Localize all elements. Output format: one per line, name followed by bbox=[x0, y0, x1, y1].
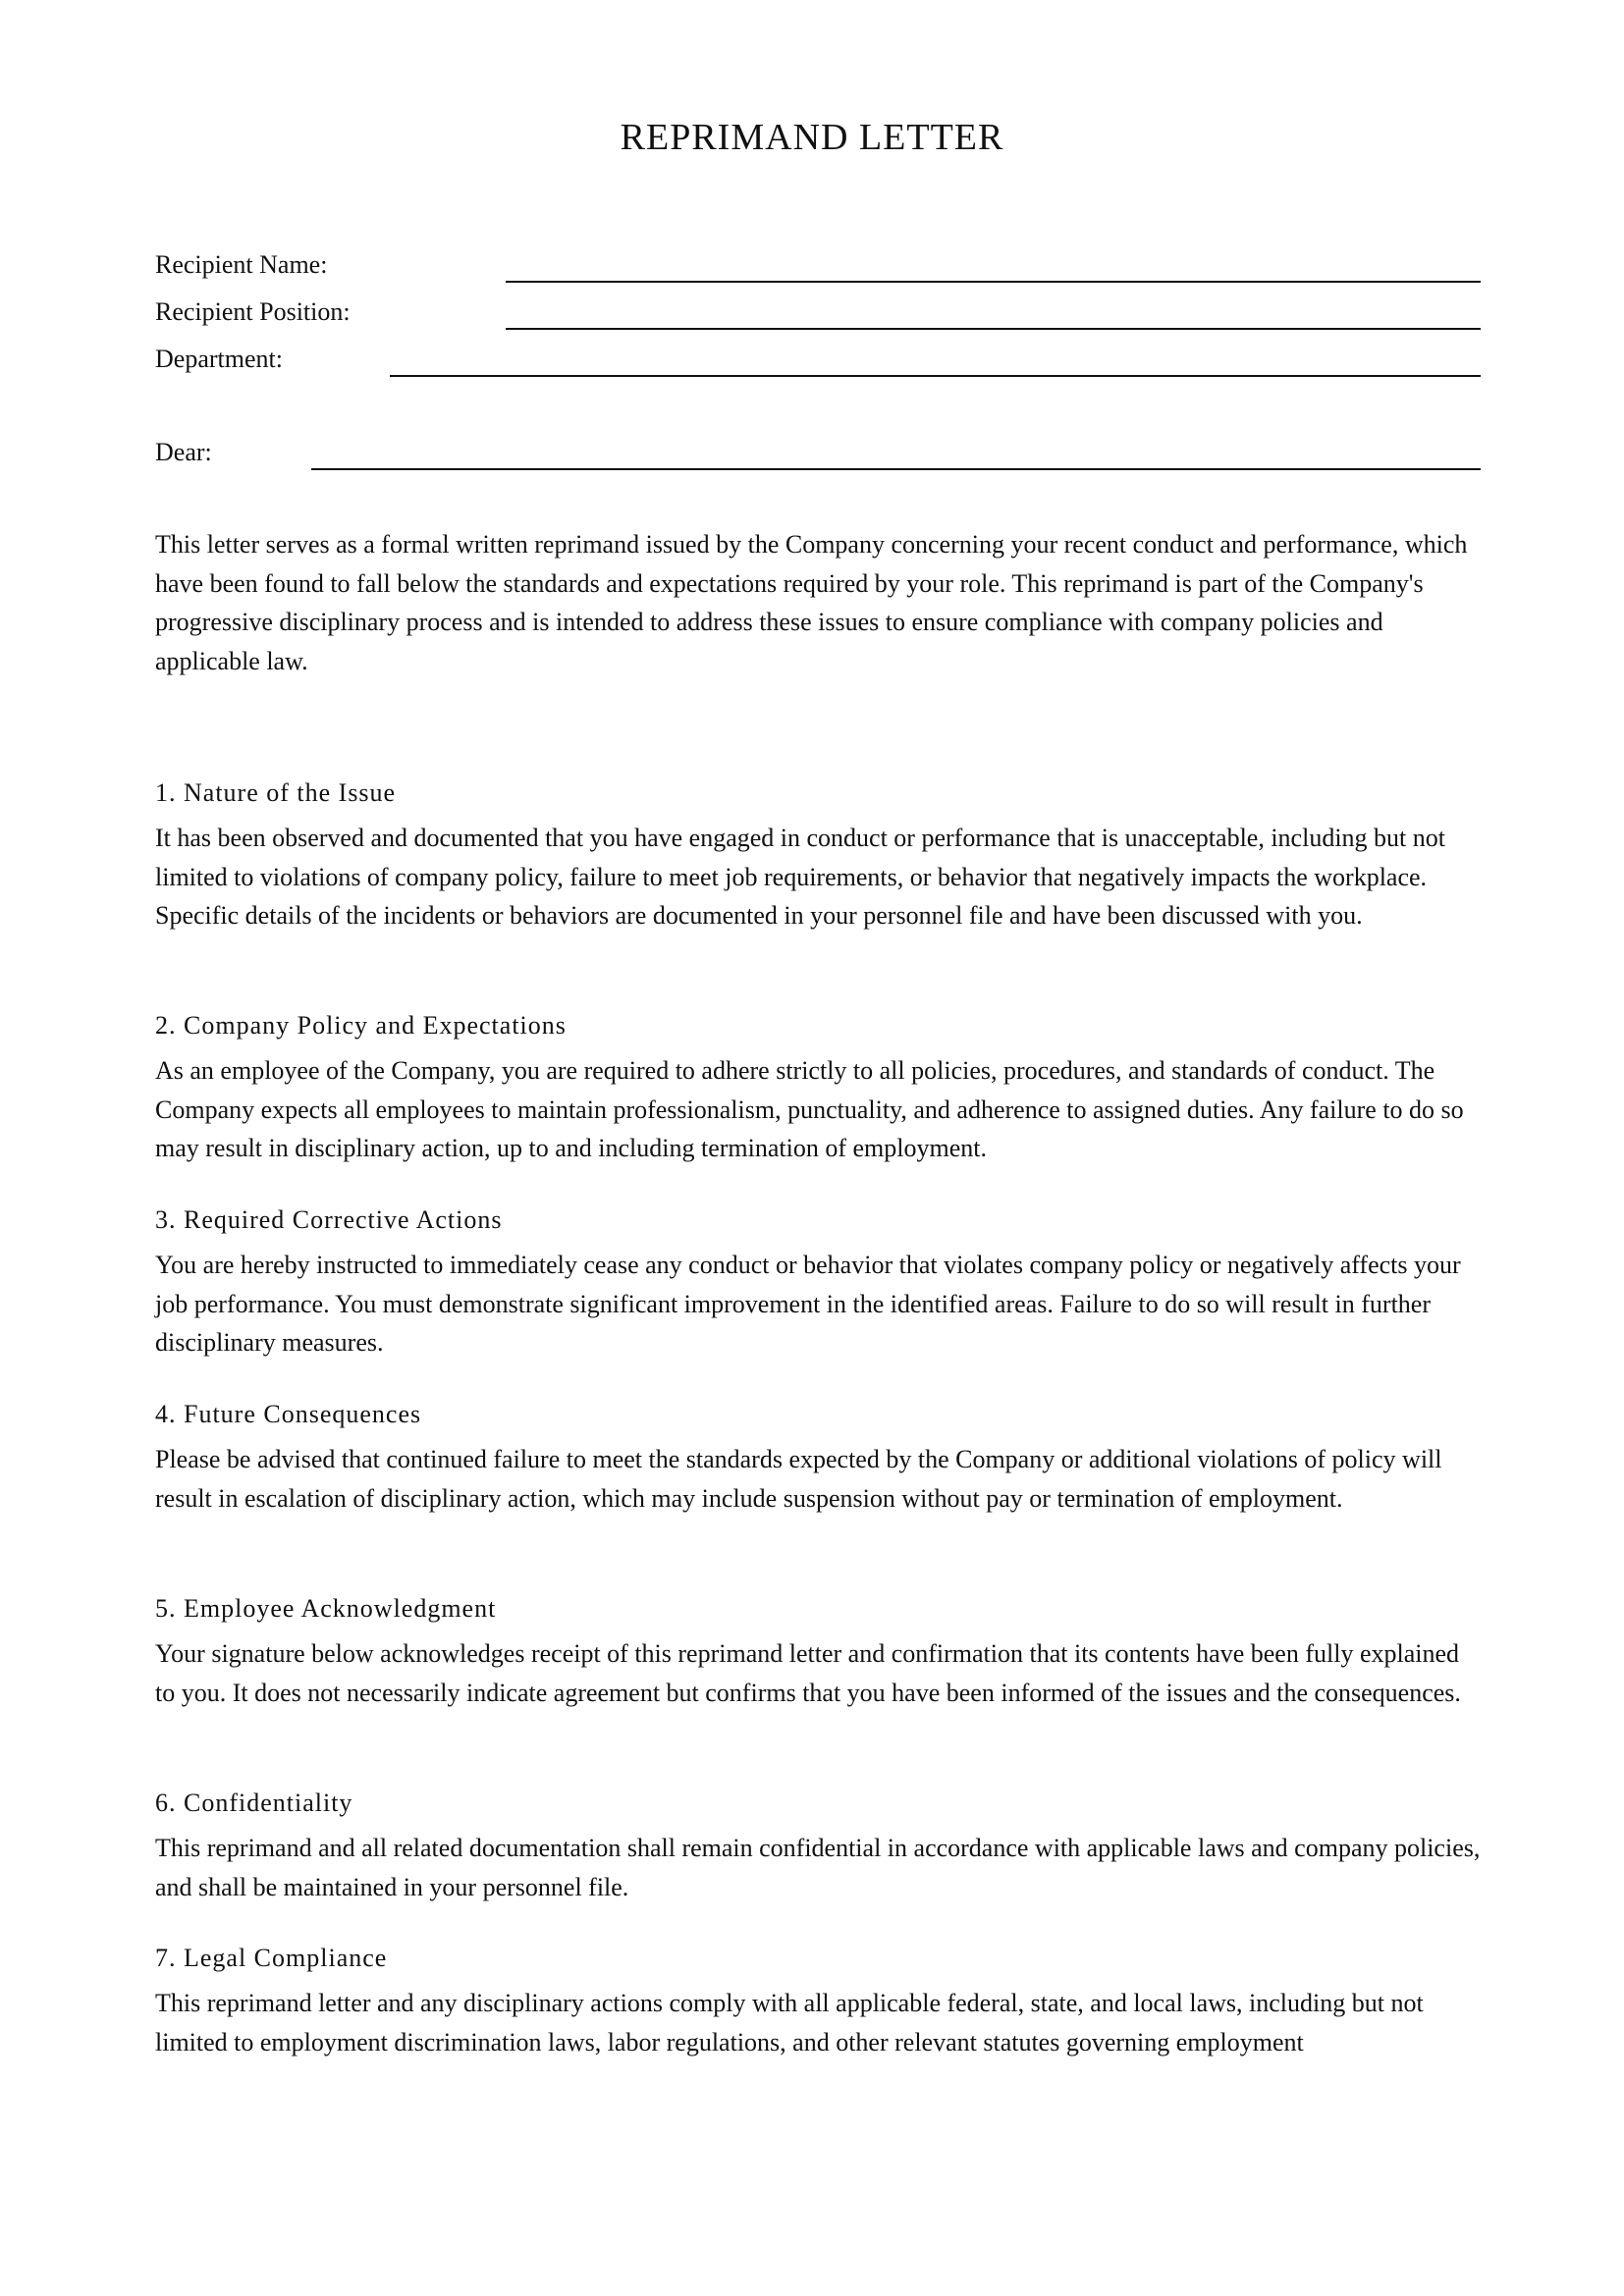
department-line[interactable] bbox=[390, 375, 1481, 377]
recipient-position-label: Recipient Position: bbox=[155, 297, 351, 326]
section-nature-of-issue bbox=[155, 774, 1483, 935]
department-label: Department: bbox=[155, 345, 283, 373]
section-heading: 6. Confidentiality bbox=[155, 1789, 353, 1817]
dear-field bbox=[155, 429, 1481, 476]
section-employee-acknowledgment bbox=[155, 1589, 1483, 1712]
section-heading: 2. Company Policy and Expectations bbox=[155, 1011, 567, 1040]
section-text: Your signature below acknowledges receipt of this reprimand letter and confirmation that its contents have been fully explained to you. It does not necessarily indicate agreement but confirms that you have been informed of the issues and the consequences. bbox=[155, 1639, 1461, 1707]
section-heading: 7. Legal Compliance bbox=[155, 1944, 388, 1972]
dear-label: Dear: bbox=[155, 438, 212, 466]
intro-paragraph bbox=[155, 525, 1481, 680]
section-text: You are hereby instructed to immediately cease any conduct or behavior that violates company policy or negatively affects your job performance. You must demonstrate significant improvement in the identified areas. Failure to do so will result in further disciplinary measures. bbox=[155, 1251, 1461, 1357]
section-text: This reprimand letter and any disciplinary actions comply with all applicable federal, state, and local laws, including but not limited to employment discrimination laws, labor regulations, and other relevant statutes governing employment bbox=[155, 1989, 1424, 2056]
section-heading: 1. Nature of the Issue bbox=[155, 778, 397, 807]
section-heading: 4. Future Consequences bbox=[155, 1400, 422, 1428]
intro-text: This letter serves as a formal written reprimand issued by the Company concerning your recent conduct and performance, which have been found to fall below the standards and expectations required by your role. This reprimand is part of the Company's progressive disciplinary process and is intended to address these issues to ensure compliance with company policies and applicable law. bbox=[155, 530, 1468, 675]
section-text: As an employee of the Company, you are required to adhere strictly to all policies, procedures, and standards of conduct. The Company expects all employees to maintain professionalism, punctuality, and adherence to assigned duties. Any failure to do so may result in disciplinary action, up to and including termination of employment. bbox=[155, 1056, 1464, 1162]
section-confidentiality bbox=[155, 1784, 1483, 1906]
section-heading: 5. Employee Acknowledgment bbox=[155, 1594, 497, 1623]
recipient-name-field bbox=[155, 241, 1481, 289]
dear-line[interactable] bbox=[311, 468, 1481, 470]
recipient-name-label: Recipient Name: bbox=[155, 250, 328, 279]
section-heading: 3. Required Corrective Actions bbox=[155, 1205, 503, 1234]
recipient-name-line[interactable] bbox=[506, 281, 1481, 283]
document-title: REPRIMAND LETTER bbox=[620, 117, 1004, 158]
section-future-consequences bbox=[155, 1395, 1483, 1518]
department-field bbox=[155, 336, 1481, 383]
section-corrective-actions bbox=[155, 1201, 1483, 1362]
section-company-policy bbox=[155, 1006, 1483, 1168]
section-text: Please be advised that continued failure to meet the standards expected by the Company or additional violations of policy will result in escalation of disciplinary action, which may include suspension without pay or termination of employment. bbox=[155, 1445, 1442, 1513]
section-legal-compliance bbox=[155, 1939, 1483, 2061]
section-text: It has been observed and documented that you have engaged in conduct or performance that is unacceptable, including but not limited to violations of company policy, failure to meet job requirements, or behavior that negatively impacts the workplace. Specific details of the incidents or behaviors are documented in your personnel file and have been discussed with you. bbox=[155, 824, 1445, 930]
section-text: This reprimand and all related documentation shall remain confidential in accordance with applicable laws and company policies, and shall be maintained in your personnel file. bbox=[155, 1834, 1481, 1901]
recipient-position-line[interactable] bbox=[506, 328, 1481, 330]
recipient-position-field bbox=[155, 289, 1481, 336]
